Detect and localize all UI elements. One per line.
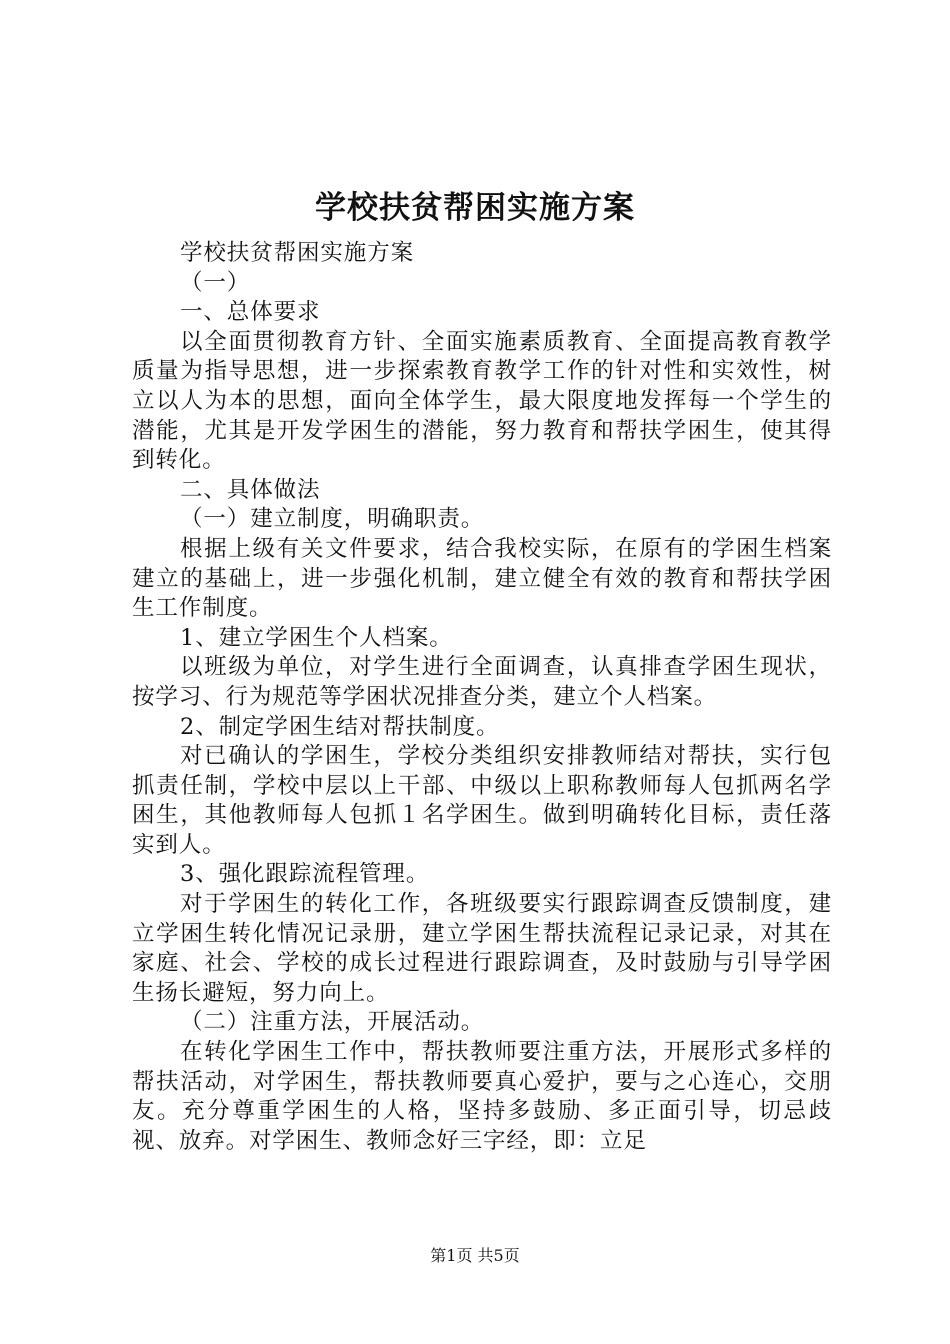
paragraph: （一） [180,269,251,296]
subsection-heading: （一）建立制度，明确职责。 [180,506,485,533]
subsection-heading: （二）注重方法，开展活动。 [180,1009,485,1036]
paragraph: 在转化学困生工作中，帮扶教师要注重方法，开展形式多样的帮扶活动，对学困生，帮扶教师要真心爱护，要与之心连心，交朋友。充分尊重学困生的人格，坚持多鼓励、多正面引导，切忌歧视、放弃。对学困生、教师念好三字经，即：立足 [132,1039,832,1154]
paragraph: 以全面贯彻教育方针、全面实施素质教育、全面提高教育教学质量为指导思想，进一步探索教育教学工作的针对性和实效性，树立以人为本的思想，面向全体学生，最大限度地发挥每一个学生的潜能，尤其是开发学困生的潜能，努力教育和帮扶学困生，使其得到转化。 [132,328,832,474]
item-heading: 1、建立学困生个人档案。 [180,624,453,651]
paragraph: 学校扶贫帮困实施方案 [180,240,415,266]
paragraph: 以班级为单位，对学生进行全面调查，认真排查学困生现状，按学习、行为规范等学困状况排查分类，建立个人档案。 [132,654,832,710]
paragraph: 对于学困生的转化工作，各班级要实行跟踪调查反馈制度，建立学困生转化情况记录册，建立学困生帮扶流程记录记录，对其在家庭、社会、学校的成长过程进行跟踪调查，及时鼓励与引导学困生扬长避短，努力向上。 [132,891,832,1006]
section-heading: 二、具体做法 [180,476,321,503]
document-title: 学校扶贫帮困实施方案 [315,190,635,226]
item-heading: 3、强化跟踪流程管理。 [180,861,430,888]
item-heading: 2、制定学困生结对帮扶制度。 [180,713,500,740]
document-body [132,239,832,1156]
section-heading: 一、总体要求 [180,299,321,326]
page-number-footer: 第1页 共5页 [430,1246,520,1265]
paragraph: 对已确认的学困生，学校分类组织安排教师结对帮扶，实行包抓责任制，学校中层以上干部、中级以上职称教师每人包抓两名学困生，其他教师每人包抓１名学困生。做到明确转化目标，责任落实到人。 [132,743,832,858]
paragraph: 根据上级有关文件要求，结合我校实际，在原有的学困生档案建立的基础上，进一步强化机制，建立健全有效的教育和帮扶学困生工作制度。 [132,535,832,622]
